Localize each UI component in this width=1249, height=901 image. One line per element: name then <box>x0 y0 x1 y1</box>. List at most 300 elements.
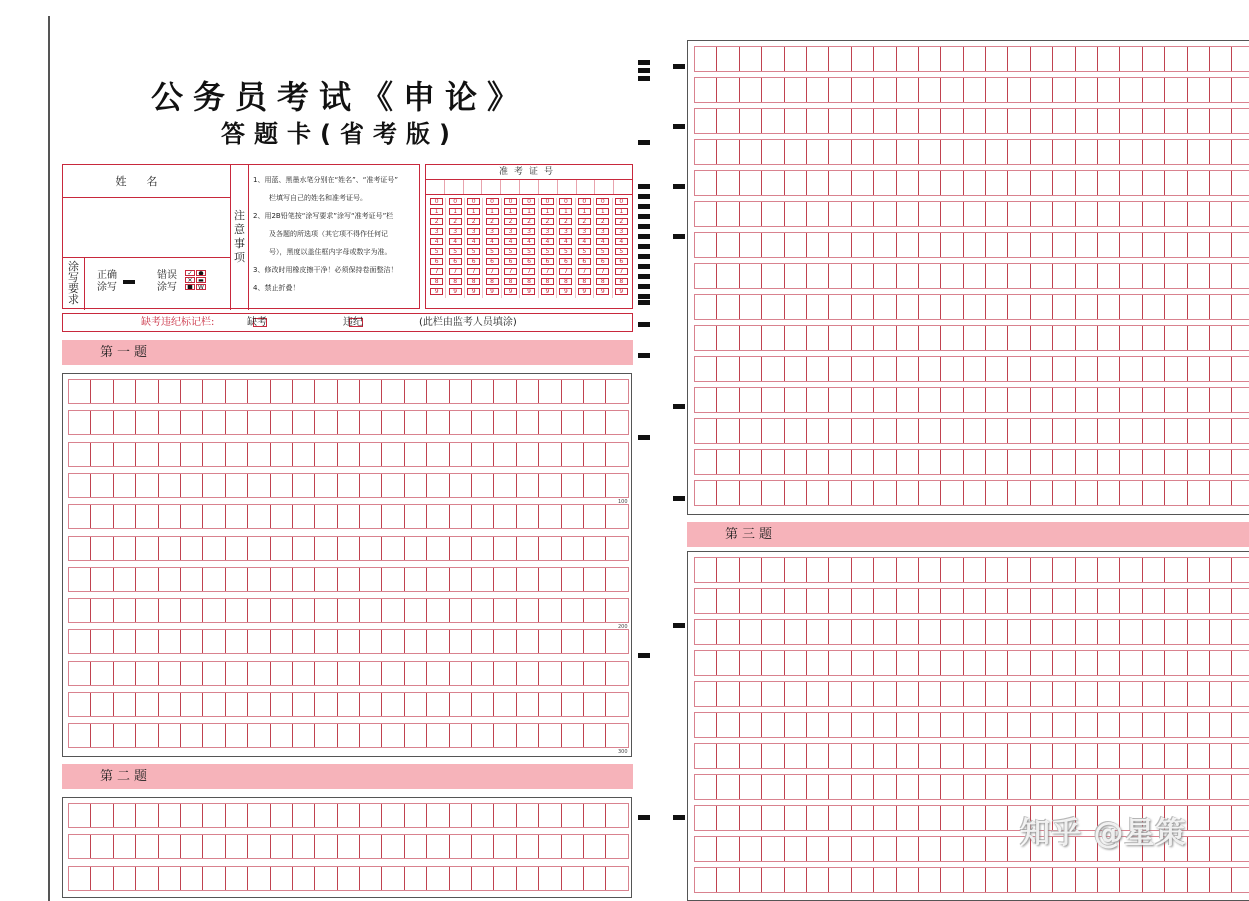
grid-cell[interactable] <box>68 867 90 890</box>
grid-cell[interactable] <box>1142 233 1164 257</box>
grid-cell[interactable] <box>583 443 605 466</box>
grid-cell[interactable] <box>225 662 247 685</box>
grid-cell[interactable] <box>873 620 895 644</box>
grid-cell[interactable] <box>270 443 292 466</box>
grid-cell[interactable] <box>381 724 403 747</box>
grid-cell[interactable] <box>381 662 403 685</box>
grid-cell[interactable] <box>337 724 359 747</box>
grid-cell[interactable] <box>1119 589 1141 613</box>
grid-cell[interactable] <box>270 505 292 528</box>
digit-bubble[interactable]: 9 <box>522 288 535 295</box>
grid-cell[interactable] <box>963 388 985 412</box>
exam-number-write-cell[interactable] <box>482 180 501 194</box>
grid-cell[interactable] <box>180 537 202 560</box>
grid-cell[interactable] <box>493 662 515 685</box>
grid-cell[interactable] <box>1142 481 1164 505</box>
grid-cell[interactable] <box>1030 589 1052 613</box>
grid-cell[interactable] <box>538 411 560 434</box>
grid-cell[interactable] <box>158 630 180 653</box>
grid-cell[interactable] <box>270 867 292 890</box>
digit-bubble[interactable]: 8 <box>449 278 462 285</box>
grid-cell[interactable] <box>1097 264 1119 288</box>
grid-cell[interactable] <box>896 589 918 613</box>
grid-cell[interactable] <box>761 171 783 195</box>
grid-cell[interactable] <box>1007 775 1029 799</box>
grid-cell[interactable] <box>158 380 180 403</box>
grid-cell[interactable] <box>202 474 224 497</box>
grid-cell[interactable] <box>1142 620 1164 644</box>
grid-cell[interactable] <box>471 537 493 560</box>
grid-cell[interactable] <box>1075 775 1097 799</box>
grid-cell[interactable] <box>918 837 940 861</box>
grid-cell[interactable] <box>561 505 583 528</box>
grid-cell[interactable] <box>538 662 560 685</box>
grid-cell[interactable] <box>359 380 381 403</box>
grid-cell[interactable] <box>985 419 1007 443</box>
grid-cell[interactable] <box>180 568 202 591</box>
grid-cell[interactable] <box>1030 775 1052 799</box>
grid-cell[interactable] <box>314 724 336 747</box>
grid-cell[interactable] <box>68 630 90 653</box>
grid-cell[interactable] <box>516 599 538 622</box>
grid-cell[interactable] <box>538 505 560 528</box>
grid-cell[interactable] <box>694 326 716 350</box>
grid-cell[interactable] <box>1231 357 1249 381</box>
grid-cell[interactable] <box>806 326 828 350</box>
grid-cell[interactable] <box>806 651 828 675</box>
grid-cell[interactable] <box>761 651 783 675</box>
grid-cell[interactable] <box>828 357 850 381</box>
grid-cell[interactable] <box>716 481 738 505</box>
grid-cell[interactable] <box>516 724 538 747</box>
grid-cell[interactable] <box>940 140 962 164</box>
grid-cell[interactable] <box>873 775 895 799</box>
digit-bubble[interactable]: 7 <box>430 268 443 275</box>
grid-cell[interactable] <box>1097 295 1119 319</box>
grid-cell[interactable] <box>1052 589 1074 613</box>
grid-cell[interactable] <box>1030 620 1052 644</box>
grid-cell[interactable] <box>1075 357 1097 381</box>
grid-cell[interactable] <box>314 867 336 890</box>
digit-bubble[interactable]: 4 <box>504 238 517 245</box>
grid-cell[interactable] <box>90 443 112 466</box>
grid-cell[interactable] <box>449 505 471 528</box>
grid-cell[interactable] <box>337 693 359 716</box>
grid-cell[interactable] <box>1209 620 1231 644</box>
digit-bubble[interactable]: 2 <box>449 218 462 225</box>
grid-cell[interactable] <box>605 804 627 827</box>
grid-cell[interactable] <box>851 140 873 164</box>
grid-cell[interactable] <box>426 724 448 747</box>
grid-cell[interactable] <box>851 264 873 288</box>
grid-cell[interactable] <box>1075 233 1097 257</box>
grid-cell[interactable] <box>739 388 761 412</box>
grid-cell[interactable] <box>873 202 895 226</box>
grid-cell[interactable] <box>113 474 135 497</box>
grid-cell[interactable] <box>851 202 873 226</box>
grid-cell[interactable] <box>1030 682 1052 706</box>
grid-cell[interactable] <box>471 505 493 528</box>
grid-cell[interactable] <box>784 682 806 706</box>
grid-cell[interactable] <box>1231 202 1249 226</box>
grid-cell[interactable] <box>381 804 403 827</box>
grid-cell[interactable] <box>896 713 918 737</box>
grid-cell[interactable] <box>359 568 381 591</box>
grid-cell[interactable] <box>896 682 918 706</box>
grid-cell[interactable] <box>851 589 873 613</box>
grid-cell[interactable] <box>1052 868 1074 892</box>
grid-cell[interactable] <box>314 662 336 685</box>
grid-cell[interactable] <box>90 630 112 653</box>
grid-cell[interactable] <box>1007 357 1029 381</box>
grid-cell[interactable] <box>158 505 180 528</box>
grid-cell[interactable] <box>337 835 359 858</box>
grid-cell[interactable] <box>784 295 806 319</box>
grid-cell[interactable] <box>90 599 112 622</box>
grid-cell[interactable] <box>337 380 359 403</box>
grid-cell[interactable] <box>225 411 247 434</box>
grid-cell[interactable] <box>716 202 738 226</box>
digit-bubble[interactable]: 8 <box>615 278 628 285</box>
grid-cell[interactable] <box>1231 140 1249 164</box>
digit-bubble[interactable]: 5 <box>541 248 554 255</box>
grid-cell[interactable] <box>404 568 426 591</box>
digit-bubble[interactable]: 9 <box>430 288 443 295</box>
grid-cell[interactable] <box>1187 620 1209 644</box>
grid-cell[interactable] <box>828 620 850 644</box>
digit-bubble[interactable]: 6 <box>449 258 462 265</box>
grid-cell[interactable] <box>963 202 985 226</box>
grid-cell[interactable] <box>851 171 873 195</box>
grid-cell[interactable] <box>739 233 761 257</box>
grid-cell[interactable] <box>828 171 850 195</box>
grid-cell[interactable] <box>426 505 448 528</box>
digit-bubble[interactable]: 3 <box>467 228 480 235</box>
grid-cell[interactable] <box>1007 295 1029 319</box>
grid-cell[interactable] <box>404 411 426 434</box>
grid-cell[interactable] <box>314 568 336 591</box>
grid-cell[interactable] <box>1097 589 1119 613</box>
grid-cell[interactable] <box>202 380 224 403</box>
grid-cell[interactable] <box>1007 450 1029 474</box>
grid-cell[interactable] <box>694 682 716 706</box>
grid-cell[interactable] <box>516 443 538 466</box>
grid-cell[interactable] <box>940 806 962 830</box>
grid-cell[interactable] <box>1030 713 1052 737</box>
grid-cell[interactable] <box>225 693 247 716</box>
digit-bubble[interactable]: 2 <box>578 218 591 225</box>
grid-cell[interactable] <box>1097 326 1119 350</box>
grid-cell[interactable] <box>1209 775 1231 799</box>
grid-cell[interactable] <box>828 450 850 474</box>
grid-cell[interactable] <box>918 419 940 443</box>
grid-cell[interactable] <box>761 589 783 613</box>
grid-cell[interactable] <box>1119 78 1141 102</box>
grid-cell[interactable] <box>493 380 515 403</box>
grid-cell[interactable] <box>1030 109 1052 133</box>
grid-cell[interactable] <box>873 651 895 675</box>
grid-cell[interactable] <box>1209 806 1231 830</box>
grid-cell[interactable] <box>1231 744 1249 768</box>
grid-cell[interactable] <box>180 804 202 827</box>
digit-bubble[interactable]: 9 <box>467 288 480 295</box>
grid-cell[interactable] <box>404 443 426 466</box>
grid-cell[interactable] <box>225 599 247 622</box>
grid-cell[interactable] <box>896 388 918 412</box>
grid-cell[interactable] <box>471 443 493 466</box>
grid-cell[interactable] <box>247 630 269 653</box>
grid-cell[interactable] <box>761 868 783 892</box>
grid-cell[interactable] <box>1052 744 1074 768</box>
grid-cell[interactable] <box>761 806 783 830</box>
grid-cell[interactable] <box>270 380 292 403</box>
grid-cell[interactable] <box>381 411 403 434</box>
grid-cell[interactable] <box>359 505 381 528</box>
grid-cell[interactable] <box>918 651 940 675</box>
grid-cell[interactable] <box>381 599 403 622</box>
grid-cell[interactable] <box>583 867 605 890</box>
grid-cell[interactable] <box>1119 450 1141 474</box>
grid-cell[interactable] <box>694 140 716 164</box>
grid-cell[interactable] <box>1052 481 1074 505</box>
grid-cell[interactable] <box>918 78 940 102</box>
grid-cell[interactable] <box>896 140 918 164</box>
grid-cell[interactable] <box>605 380 627 403</box>
grid-cell[interactable] <box>135 662 157 685</box>
grid-cell[interactable] <box>1007 140 1029 164</box>
grid-cell[interactable] <box>940 620 962 644</box>
grid-cell[interactable] <box>896 419 918 443</box>
grid-cell[interactable] <box>694 620 716 644</box>
grid-cell[interactable] <box>716 171 738 195</box>
grid-cell[interactable] <box>940 171 962 195</box>
grid-cell[interactable] <box>985 775 1007 799</box>
grid-cell[interactable] <box>716 388 738 412</box>
digit-bubble[interactable]: 3 <box>596 228 609 235</box>
grid-cell[interactable] <box>1231 295 1249 319</box>
grid-cell[interactable] <box>68 411 90 434</box>
exam-number-write-cell[interactable] <box>577 180 596 194</box>
grid-cell[interactable] <box>739 558 761 582</box>
grid-cell[interactable] <box>851 713 873 737</box>
grid-cell[interactable] <box>270 568 292 591</box>
grid-cell[interactable] <box>113 693 135 716</box>
grid-cell[interactable] <box>1142 47 1164 71</box>
grid-cell[interactable] <box>135 474 157 497</box>
grid-cell[interactable] <box>1231 419 1249 443</box>
grid-cell[interactable] <box>918 682 940 706</box>
grid-cell[interactable] <box>784 264 806 288</box>
grid-cell[interactable] <box>761 264 783 288</box>
grid-cell[interactable] <box>314 505 336 528</box>
grid-cell[interactable] <box>761 450 783 474</box>
grid-cell[interactable] <box>806 47 828 71</box>
grid-cell[interactable] <box>1187 326 1209 350</box>
grid-cell[interactable] <box>896 744 918 768</box>
grid-cell[interactable] <box>806 744 828 768</box>
grid-cell[interactable] <box>135 835 157 858</box>
grid-cell[interactable] <box>471 693 493 716</box>
grid-cell[interactable] <box>694 295 716 319</box>
grid-cell[interactable] <box>516 380 538 403</box>
grid-cell[interactable] <box>1119 419 1141 443</box>
digit-bubble[interactable]: 0 <box>596 198 609 205</box>
grid-cell[interactable] <box>1164 171 1186 195</box>
grid-cell[interactable] <box>202 443 224 466</box>
grid-cell[interactable] <box>828 558 850 582</box>
grid-cell[interactable] <box>180 662 202 685</box>
grid-cell[interactable] <box>314 630 336 653</box>
digit-bubble[interactable]: 5 <box>559 248 572 255</box>
grid-cell[interactable] <box>1142 264 1164 288</box>
grid-cell[interactable] <box>1142 744 1164 768</box>
grid-cell[interactable] <box>985 837 1007 861</box>
grid-cell[interactable] <box>694 589 716 613</box>
exam-number-write-cell[interactable] <box>445 180 464 194</box>
grid-cell[interactable] <box>761 295 783 319</box>
grid-cell[interactable] <box>1052 295 1074 319</box>
grid-cell[interactable] <box>381 505 403 528</box>
grid-cell[interactable] <box>761 837 783 861</box>
grid-cell[interactable] <box>963 589 985 613</box>
grid-cell[interactable] <box>493 505 515 528</box>
grid-cell[interactable] <box>1030 744 1052 768</box>
digit-bubble[interactable]: 0 <box>449 198 462 205</box>
grid-cell[interactable] <box>561 804 583 827</box>
grid-cell[interactable] <box>314 474 336 497</box>
grid-cell[interactable] <box>359 804 381 827</box>
grid-cell[interactable] <box>1119 109 1141 133</box>
grid-cell[interactable] <box>247 474 269 497</box>
grid-cell[interactable] <box>292 474 314 497</box>
grid-cell[interactable] <box>1164 713 1186 737</box>
grid-cell[interactable] <box>404 867 426 890</box>
grid-cell[interactable] <box>381 835 403 858</box>
grid-cell[interactable] <box>113 380 135 403</box>
digit-bubble[interactable]: 9 <box>615 288 628 295</box>
grid-cell[interactable] <box>1097 713 1119 737</box>
grid-cell[interactable] <box>605 630 627 653</box>
grid-cell[interactable] <box>1231 868 1249 892</box>
grid-cell[interactable] <box>963 171 985 195</box>
grid-cell[interactable] <box>1209 233 1231 257</box>
grid-cell[interactable] <box>896 450 918 474</box>
grid-cell[interactable] <box>918 357 940 381</box>
grid-cell[interactable] <box>1075 481 1097 505</box>
grid-cell[interactable] <box>1052 558 1074 582</box>
grid-cell[interactable] <box>404 804 426 827</box>
grid-cell[interactable] <box>426 380 448 403</box>
grid-cell[interactable] <box>896 109 918 133</box>
grid-cell[interactable] <box>1075 620 1097 644</box>
grid-cell[interactable] <box>1187 651 1209 675</box>
grid-cell[interactable] <box>135 599 157 622</box>
grid-cell[interactable] <box>314 835 336 858</box>
grid-cell[interactable] <box>1142 326 1164 350</box>
grid-cell[interactable] <box>1164 450 1186 474</box>
grid-cell[interactable] <box>90 662 112 685</box>
grid-cell[interactable] <box>784 140 806 164</box>
grid-cell[interactable] <box>1187 837 1209 861</box>
grid-cell[interactable] <box>359 443 381 466</box>
exam-number-write-row[interactable] <box>426 180 632 195</box>
grid-cell[interactable] <box>739 140 761 164</box>
grid-cell[interactable] <box>1209 109 1231 133</box>
grid-cell[interactable] <box>918 264 940 288</box>
grid-cell[interactable] <box>1164 233 1186 257</box>
grid-cell[interactable] <box>605 662 627 685</box>
grid-cell[interactable] <box>135 724 157 747</box>
grid-cell[interactable] <box>761 140 783 164</box>
grid-cell[interactable] <box>426 474 448 497</box>
grid-cell[interactable] <box>493 693 515 716</box>
grid-cell[interactable] <box>314 599 336 622</box>
digit-bubble[interactable]: 5 <box>504 248 517 255</box>
grid-cell[interactable] <box>873 682 895 706</box>
grid-cell[interactable] <box>1097 558 1119 582</box>
grid-cell[interactable] <box>426 443 448 466</box>
grid-cell[interactable] <box>716 233 738 257</box>
grid-cell[interactable] <box>605 537 627 560</box>
grid-cell[interactable] <box>1209 140 1231 164</box>
grid-cell[interactable] <box>1209 47 1231 71</box>
grid-cell[interactable] <box>247 505 269 528</box>
grid-cell[interactable] <box>1231 775 1249 799</box>
grid-cell[interactable] <box>449 474 471 497</box>
grid-cell[interactable] <box>806 481 828 505</box>
grid-cell[interactable] <box>739 806 761 830</box>
grid-cell[interactable] <box>739 326 761 350</box>
grid-cell[interactable] <box>828 233 850 257</box>
digit-bubble[interactable]: 2 <box>467 218 480 225</box>
grid-cell[interactable] <box>1231 651 1249 675</box>
grid-cell[interactable] <box>1187 558 1209 582</box>
grid-cell[interactable] <box>493 537 515 560</box>
grid-cell[interactable] <box>337 867 359 890</box>
grid-cell[interactable] <box>1097 78 1119 102</box>
digit-bubble[interactable]: 7 <box>504 268 517 275</box>
digit-bubble[interactable]: 5 <box>578 248 591 255</box>
grid-cell[interactable] <box>449 380 471 403</box>
grid-cell[interactable] <box>1052 140 1074 164</box>
grid-cell[interactable] <box>896 326 918 350</box>
grid-cell[interactable] <box>918 481 940 505</box>
grid-cell[interactable] <box>561 867 583 890</box>
grid-cell[interactable] <box>449 835 471 858</box>
grid-cell[interactable] <box>202 411 224 434</box>
grid-cell[interactable] <box>1030 78 1052 102</box>
grid-cell[interactable] <box>694 481 716 505</box>
grid-cell[interactable] <box>940 47 962 71</box>
grid-cell[interactable] <box>985 78 1007 102</box>
grid-cell[interactable] <box>1030 388 1052 412</box>
grid-cell[interactable] <box>1052 388 1074 412</box>
grid-cell[interactable] <box>739 744 761 768</box>
digit-bubble[interactable]: 1 <box>559 208 572 215</box>
grid-cell[interactable] <box>68 693 90 716</box>
grid-cell[interactable] <box>784 744 806 768</box>
grid-cell[interactable] <box>985 326 1007 350</box>
grid-cell[interactable] <box>1231 326 1249 350</box>
grid-cell[interactable] <box>873 744 895 768</box>
grid-cell[interactable] <box>806 558 828 582</box>
grid-cell[interactable] <box>292 693 314 716</box>
grid-cell[interactable] <box>90 804 112 827</box>
grid-cell[interactable] <box>1164 388 1186 412</box>
grid-cell[interactable] <box>449 537 471 560</box>
grid-cell[interactable] <box>68 380 90 403</box>
digit-bubble[interactable]: 9 <box>541 288 554 295</box>
